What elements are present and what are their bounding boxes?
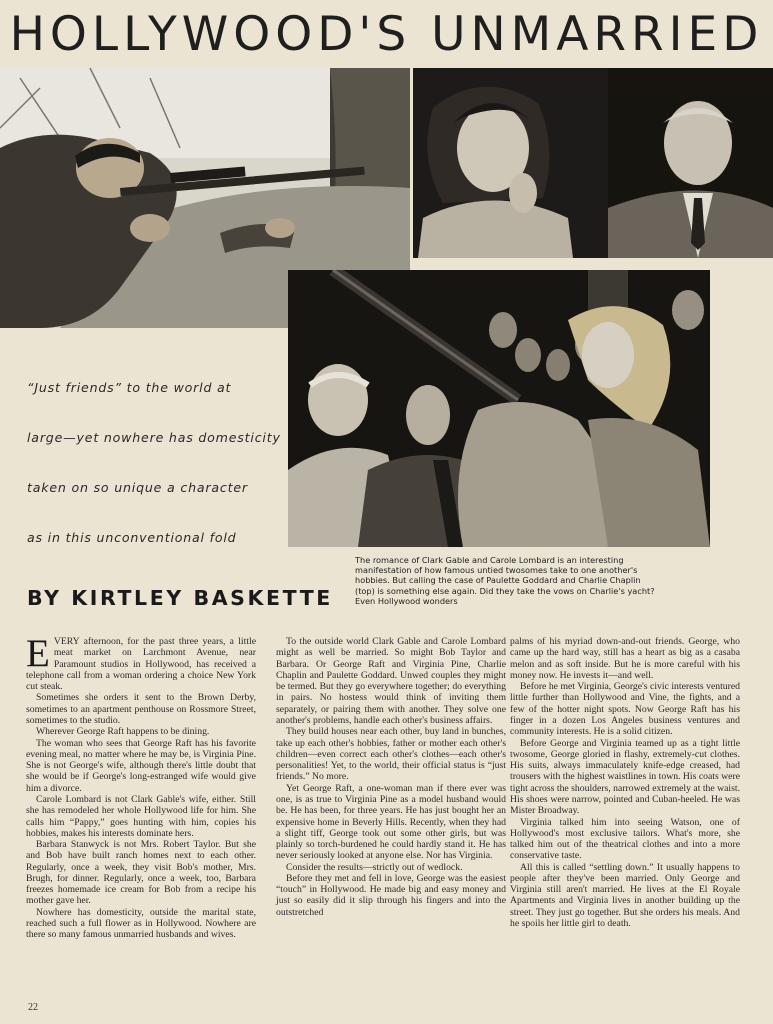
pull-quote-line: “Just friends” to the world at [27, 380, 232, 395]
article-paragraph: Before they met and fell in love, George was the easiest “touch” in Hollywood. He made big and easy money and just so easily did it slip through his fingers and into the outstretched [276, 872, 506, 918]
article-paragraph: palms of his myriad down-and-out friends. George, who came up the hard way, still has a heart as big as a casaba melon and as soft inside. But he is more careful with his money now. He invests it—and well. [510, 636, 740, 681]
article-paragraph: Wherever George Raft happens to be dining. [36, 726, 210, 738]
article-paragraph: Carole Lombard is not Clark Gable's wife, either. Still she has remodeled her whole Hollywood life for him. She calls him “Pappy,” goes hunting with him, copies his hobbies, makes his interests dominate hers. [26, 793, 256, 839]
article-paragraph: Virginia talked him into seeing Watson, one of Hollywood's most exclusive tailors. What's more, she talked him out of the theatrical clothes and into a more conservative taste. [510, 816, 740, 862]
pull-quote-line: as in this unconventional fold [27, 530, 237, 545]
article-column-3 [510, 636, 740, 929]
article-paragraph: To the outside world Clark Gable and Carole Lombard might as well be married. So might Bob Taylor and Barbara. Or George Raft and Virginia Pine, Charlie Chaplin and Paulette Goddard. Unwed couples they might be termed. But they go everywhere together; do everything in pairs. No hostess would think of inviting them separately, or pairing them with another. They solve one another's problems, handle each other's business affairs. [276, 636, 506, 726]
article-column-1 [26, 632, 256, 941]
article-paragraph: The woman who sees that George Raft has his favorite evening meal, no matter where he may be, is Virginia Pine. She is not George's wife, although there's little doubt that she would be if George's long-estranged wife would give him a divorce. [26, 737, 256, 794]
article-paragraph: Sometimes she orders it sent to the Brown Derby, sometimes to an apartment penthouse on Rossmore Street, sometimes to the studio. [26, 692, 256, 726]
lombard-gable-group-photo [288, 270, 710, 547]
article-paragraph: Barbara Stanwyck is not Mrs. Robert Taylor. But she and Bob have built ranch homes next to each other. Regularly, once a week, they visit Bob's mother, Mrs. Brugh, for dinner. Regularly, once a week, too, Barbara freezes homemade ice cream for Bob from a recipe his mother gave her. [26, 839, 256, 907]
article-paragraph: Yet George Raft, a one-woman man if there ever was one, is as true to Virginia Pine as a model husband would be. He has been, for three years. He has just bought her an expensive home in Beverly Hills. Recently, when they had a slight tiff, George took out some other girls, but was plainly so torch-burdened he could hardly stand it. He has never seriously looked at anyone else. Nor has Virginia. [276, 782, 506, 862]
article-paragraph: Before he met Virginia, George's civic interests ventured little further than Hollywood and Vine, the fights, and a few of the hotter night spots. Now George Raft has his finger in a dozen Los Angeles business ventures and community interests. He is a solid citizen. [510, 681, 740, 738]
article-paragraph: Consider the results—strictly out of wedlock. [286, 861, 463, 873]
article-paragraph: Nowhere has domesticity, outside the marital state, reached such a full flower as in Hollywood. Nowhere are there so many famous unmarried husbands and wives. [26, 906, 256, 941]
article-column-2 [276, 636, 506, 918]
page-number: 22 [28, 1002, 38, 1013]
paragraph-text: VERY afternoon, for the past three years, a little meat market on Larchmont Avenue, near Paramount studios in Hollywood, has received a telephone call from a woman ordering a choice New York cut steak. [26, 636, 256, 693]
byline: BY KIRTLEY BASKETTE [27, 586, 333, 610]
article-paragraph: They build houses near each other, buy land in bunches, take up each other's hobbies, father or mother each other's children—even correct each other's clothes—each other's personalities! Yet, to the world, their official status is “just friends.” No more. [276, 726, 506, 783]
pull-quote [27, 368, 281, 568]
pull-quote-line: large—yet nowhere has domesticity [27, 430, 281, 445]
goddard-chaplin-photo [413, 68, 773, 258]
photo-caption: The romance of Clark Gable and Carole Lombard is an interesting manifestation of how famous untied twosomes take to one another's hobbies. But calling the case of Paulette Goddard and Charlie Chaplin (top) is something else again. Did they take the vows on Charlie's yacht? Even Hollywood wonders [355, 555, 655, 606]
article-paragraph: Before George and Virginia teamed up as a tight little twosome, George gloried in flashy, extremely-cut clothes. His suits, always immaculately knife-edge creased, had trousers with the highest waistlines in town. His coats were tight across the shoulders, narrowed extremely at the waist. His shoes were narrow, pointed and Cuban-heeled. He was Mister Broadway. [510, 737, 740, 817]
page-title: HOLLYWOOD'S UNMARRIED [9, 7, 764, 62]
article-paragraph: All this is called “settling down.” It usually happens to people after they've been married. Only George and Virginia still aren't married. He lives at the El Royale Apartments and Virginia lives in another building up the street. They just go together. But she orders his meals. And he spoils her little girl to death. [510, 861, 740, 930]
article-paragraph [26, 632, 256, 693]
pull-quote-line: taken on so unique a character [27, 480, 248, 495]
drop-cap: E [26, 632, 50, 675]
